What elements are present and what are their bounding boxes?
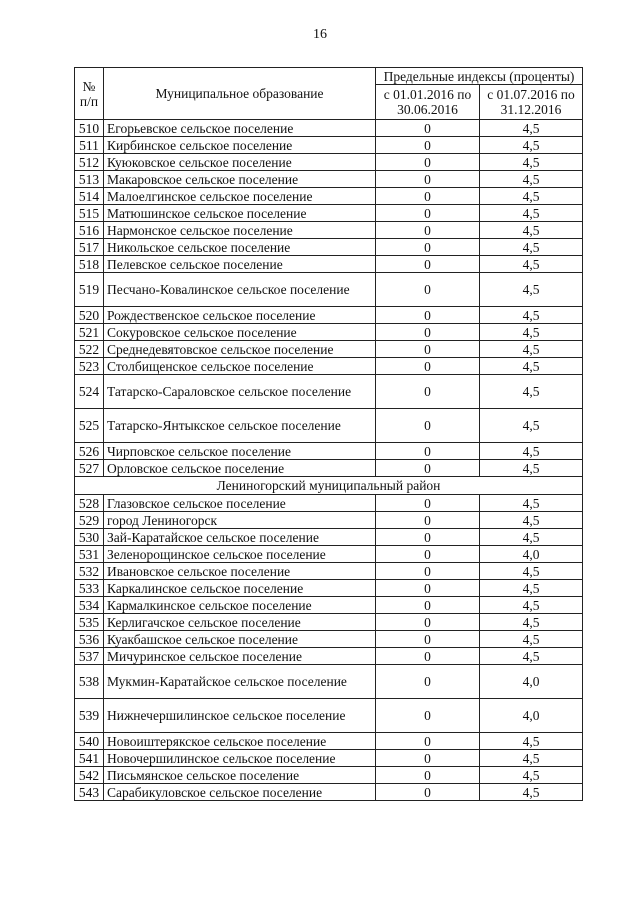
table-row (75, 665, 583, 699)
row-number-cell: 515 (75, 205, 104, 222)
municipality-cell: Керлигачское сельское поселение (104, 614, 376, 631)
table-row (75, 239, 583, 256)
row-number-cell: 532 (75, 563, 104, 580)
index-period-1-cell: 0 (376, 256, 480, 273)
table-row (75, 443, 583, 460)
index-period-2-cell: 4,5 (480, 750, 583, 767)
row-number-cell: 511 (75, 137, 104, 154)
row-number-cell: 531 (75, 546, 104, 563)
municipality-cell: Татарско-Янтыкское сельское поселение (104, 409, 376, 443)
table-row (75, 495, 583, 512)
table-row (75, 631, 583, 648)
municipality-cell: Орловское сельское поселение (104, 460, 376, 477)
municipality-cell: город Лениногорск (104, 512, 376, 529)
table-row (75, 358, 583, 375)
municipality-cell: Никольское сельское поселение (104, 239, 376, 256)
municipality-cell: Егорьевское сельское поселение (104, 120, 376, 137)
table-row (75, 188, 583, 205)
index-period-1-cell: 0 (376, 460, 480, 477)
municipality-cell: Новочершилинское сельское поселение (104, 750, 376, 767)
index-period-2-cell: 4,5 (480, 375, 583, 409)
index-period-2-cell: 4,5 (480, 307, 583, 324)
index-period-2-cell: 4,5 (480, 512, 583, 529)
index-period-1-cell: 0 (376, 529, 480, 546)
index-period-1-cell: 0 (376, 563, 480, 580)
municipality-cell: Кирбинское сельское поселение (104, 137, 376, 154)
row-number-cell: 523 (75, 358, 104, 375)
header-index-group: Предельные индексы (проценты) (376, 68, 583, 85)
table-row (75, 409, 583, 443)
index-period-2-cell: 4,5 (480, 188, 583, 205)
row-number-cell: 530 (75, 529, 104, 546)
table-row (75, 529, 583, 546)
index-period-2-cell: 4,5 (480, 460, 583, 477)
index-period-1-cell: 0 (376, 273, 480, 307)
table-row (75, 750, 583, 767)
index-period-2-cell: 4,5 (480, 495, 583, 512)
index-period-1-cell: 0 (376, 614, 480, 631)
index-period-2-cell: 4,5 (480, 120, 583, 137)
header-period-1: с 01.01.2016 по 30.06.2016 (376, 85, 480, 120)
row-number-cell: 540 (75, 733, 104, 750)
index-period-1-cell: 0 (376, 699, 480, 733)
municipality-cell: Мукмин-Каратайское сельское поселение (104, 665, 376, 699)
index-period-2-cell: 4,5 (480, 273, 583, 307)
index-period-2-cell: 4,5 (480, 341, 583, 358)
index-period-1-cell: 0 (376, 733, 480, 750)
municipality-cell: Новоиштерякское сельское поселение (104, 733, 376, 750)
index-period-2-cell: 4,5 (480, 784, 583, 801)
index-period-1-cell: 0 (376, 341, 480, 358)
municipality-cell: Глазовское сельское поселение (104, 495, 376, 512)
row-number-cell: 519 (75, 273, 104, 307)
row-number-cell: 529 (75, 512, 104, 529)
row-number-cell: 543 (75, 784, 104, 801)
index-period-1-cell: 0 (376, 137, 480, 154)
index-period-1-cell: 0 (376, 205, 480, 222)
table-body (75, 120, 583, 801)
table-row (75, 171, 583, 188)
row-number-cell: 534 (75, 597, 104, 614)
header-municipality: Муниципальное образование (104, 68, 376, 120)
row-number-cell: 542 (75, 767, 104, 784)
index-period-1-cell: 0 (376, 597, 480, 614)
index-period-1-cell: 0 (376, 324, 480, 341)
table-row (75, 324, 583, 341)
row-number-cell: 513 (75, 171, 104, 188)
index-period-1-cell: 0 (376, 512, 480, 529)
index-period-1-cell: 0 (376, 580, 480, 597)
table-row (75, 341, 583, 358)
index-period-2-cell: 4,5 (480, 239, 583, 256)
row-number-cell: 512 (75, 154, 104, 171)
index-period-2-cell: 4,5 (480, 614, 583, 631)
row-number-cell: 528 (75, 495, 104, 512)
index-period-2-cell: 4,0 (480, 546, 583, 563)
index-period-2-cell: 4,0 (480, 665, 583, 699)
row-number-cell: 533 (75, 580, 104, 597)
table-row (75, 154, 583, 171)
table-row (75, 546, 583, 563)
municipality-cell: Сарабикуловское сельское поселение (104, 784, 376, 801)
row-number-cell: 527 (75, 460, 104, 477)
municipality-cell: Сокуровское сельское поселение (104, 324, 376, 341)
index-period-2-cell: 4,5 (480, 205, 583, 222)
index-period-1-cell: 0 (376, 750, 480, 767)
index-period-2-cell: 4,5 (480, 631, 583, 648)
index-period-1-cell: 0 (376, 358, 480, 375)
municipality-cell: Куакбашское сельское поселение (104, 631, 376, 648)
row-number-cell: 537 (75, 648, 104, 665)
index-period-1-cell: 0 (376, 120, 480, 137)
municipality-cell: Рождественское сельское поселение (104, 307, 376, 324)
municipality-cell: Чирповское сельское поселение (104, 443, 376, 460)
table-row (75, 597, 583, 614)
price-index-table (74, 67, 583, 801)
table-row (75, 733, 583, 750)
row-number-cell: 526 (75, 443, 104, 460)
municipality-cell: Кармалкинское сельское поселение (104, 597, 376, 614)
index-period-2-cell: 4,5 (480, 597, 583, 614)
table-row (75, 256, 583, 273)
index-period-2-cell: 4,5 (480, 256, 583, 273)
row-number-cell: 521 (75, 324, 104, 341)
index-period-1-cell: 0 (376, 154, 480, 171)
row-number-cell: 520 (75, 307, 104, 324)
municipality-cell: Среднедевятовское сельское поселение (104, 341, 376, 358)
header-period-2: с 01.07.2016 по 31.12.2016 (480, 85, 583, 120)
table-row (75, 375, 583, 409)
row-number-cell: 514 (75, 188, 104, 205)
page-number: 16 (313, 27, 327, 42)
table-row (75, 563, 583, 580)
table-row (75, 767, 583, 784)
municipality-cell: Нижнечершилинское сельское поселение (104, 699, 376, 733)
index-period-1-cell: 0 (376, 546, 480, 563)
index-period-2-cell: 4,0 (480, 699, 583, 733)
municipality-cell: Каркалинское сельское поселение (104, 580, 376, 597)
municipality-cell: Песчано-Ковалинское сельское поселение (104, 273, 376, 307)
index-period-1-cell: 0 (376, 665, 480, 699)
row-number-cell: 517 (75, 239, 104, 256)
municipality-cell: Зай-Каратайское сельское поселение (104, 529, 376, 546)
row-number-cell: 510 (75, 120, 104, 137)
row-number-cell: 536 (75, 631, 104, 648)
municipality-cell: Письмянское сельское поселение (104, 767, 376, 784)
index-period-1-cell: 0 (376, 409, 480, 443)
municipality-cell: Столбищенское сельское поселение (104, 358, 376, 375)
index-period-1-cell: 0 (376, 443, 480, 460)
index-period-2-cell: 4,5 (480, 563, 583, 580)
index-period-2-cell: 4,5 (480, 648, 583, 665)
table-row (75, 307, 583, 324)
table-row (75, 137, 583, 154)
table-row (75, 273, 583, 307)
table-row (75, 614, 583, 631)
index-period-1-cell: 0 (376, 222, 480, 239)
index-period-2-cell: 4,5 (480, 767, 583, 784)
table-row (75, 205, 583, 222)
header-row-number: № п/п (75, 68, 104, 120)
table-row (75, 460, 583, 477)
index-period-2-cell: 4,5 (480, 733, 583, 750)
municipality-cell: Пелевское сельское поселение (104, 256, 376, 273)
index-period-1-cell: 0 (376, 375, 480, 409)
index-period-1-cell: 0 (376, 307, 480, 324)
municipality-cell: Куюковское сельское поселение (104, 154, 376, 171)
index-period-2-cell: 4,5 (480, 409, 583, 443)
municipality-cell: Малоелгинское сельское поселение (104, 188, 376, 205)
index-period-1-cell: 0 (376, 648, 480, 665)
municipality-cell: Зеленорощинское сельское поселение (104, 546, 376, 563)
table-row (75, 222, 583, 239)
index-period-1-cell: 0 (376, 631, 480, 648)
row-number-cell: 522 (75, 341, 104, 358)
index-period-2-cell: 4,5 (480, 358, 583, 375)
index-period-2-cell: 4,5 (480, 137, 583, 154)
municipality-cell: Мичуринское сельское поселение (104, 648, 376, 665)
municipality-cell: Макаровское сельское поселение (104, 171, 376, 188)
index-period-2-cell: 4,5 (480, 154, 583, 171)
municipality-cell: Татарско-Сараловское сельское поселение (104, 375, 376, 409)
section-row (75, 477, 583, 495)
index-period-1-cell: 0 (376, 784, 480, 801)
row-number-cell: 541 (75, 750, 104, 767)
table-row (75, 648, 583, 665)
index-period-2-cell: 4,5 (480, 171, 583, 188)
municipality-cell: Нармонское сельское поселение (104, 222, 376, 239)
row-number-cell: 516 (75, 222, 104, 239)
table-row (75, 512, 583, 529)
index-period-2-cell: 4,5 (480, 529, 583, 546)
index-period-1-cell: 0 (376, 767, 480, 784)
index-period-1-cell: 0 (376, 171, 480, 188)
row-number-cell: 524 (75, 375, 104, 409)
index-period-1-cell: 0 (376, 239, 480, 256)
table-row (75, 580, 583, 597)
row-number-cell: 525 (75, 409, 104, 443)
table-row (75, 699, 583, 733)
index-period-2-cell: 4,5 (480, 580, 583, 597)
index-period-2-cell: 4,5 (480, 324, 583, 341)
index-period-1-cell: 0 (376, 495, 480, 512)
row-number-cell: 518 (75, 256, 104, 273)
row-number-cell: 538 (75, 665, 104, 699)
municipality-cell: Матюшинское сельское поселение (104, 205, 376, 222)
table-row (75, 120, 583, 137)
index-period-2-cell: 4,5 (480, 222, 583, 239)
index-period-1-cell: 0 (376, 188, 480, 205)
index-period-2-cell: 4,5 (480, 443, 583, 460)
row-number-cell: 539 (75, 699, 104, 733)
section-title: Лениногорский муниципальный район (75, 477, 583, 495)
table-header (75, 68, 583, 120)
municipality-cell: Ивановское сельское поселение (104, 563, 376, 580)
row-number-cell: 535 (75, 614, 104, 631)
table-row (75, 784, 583, 801)
